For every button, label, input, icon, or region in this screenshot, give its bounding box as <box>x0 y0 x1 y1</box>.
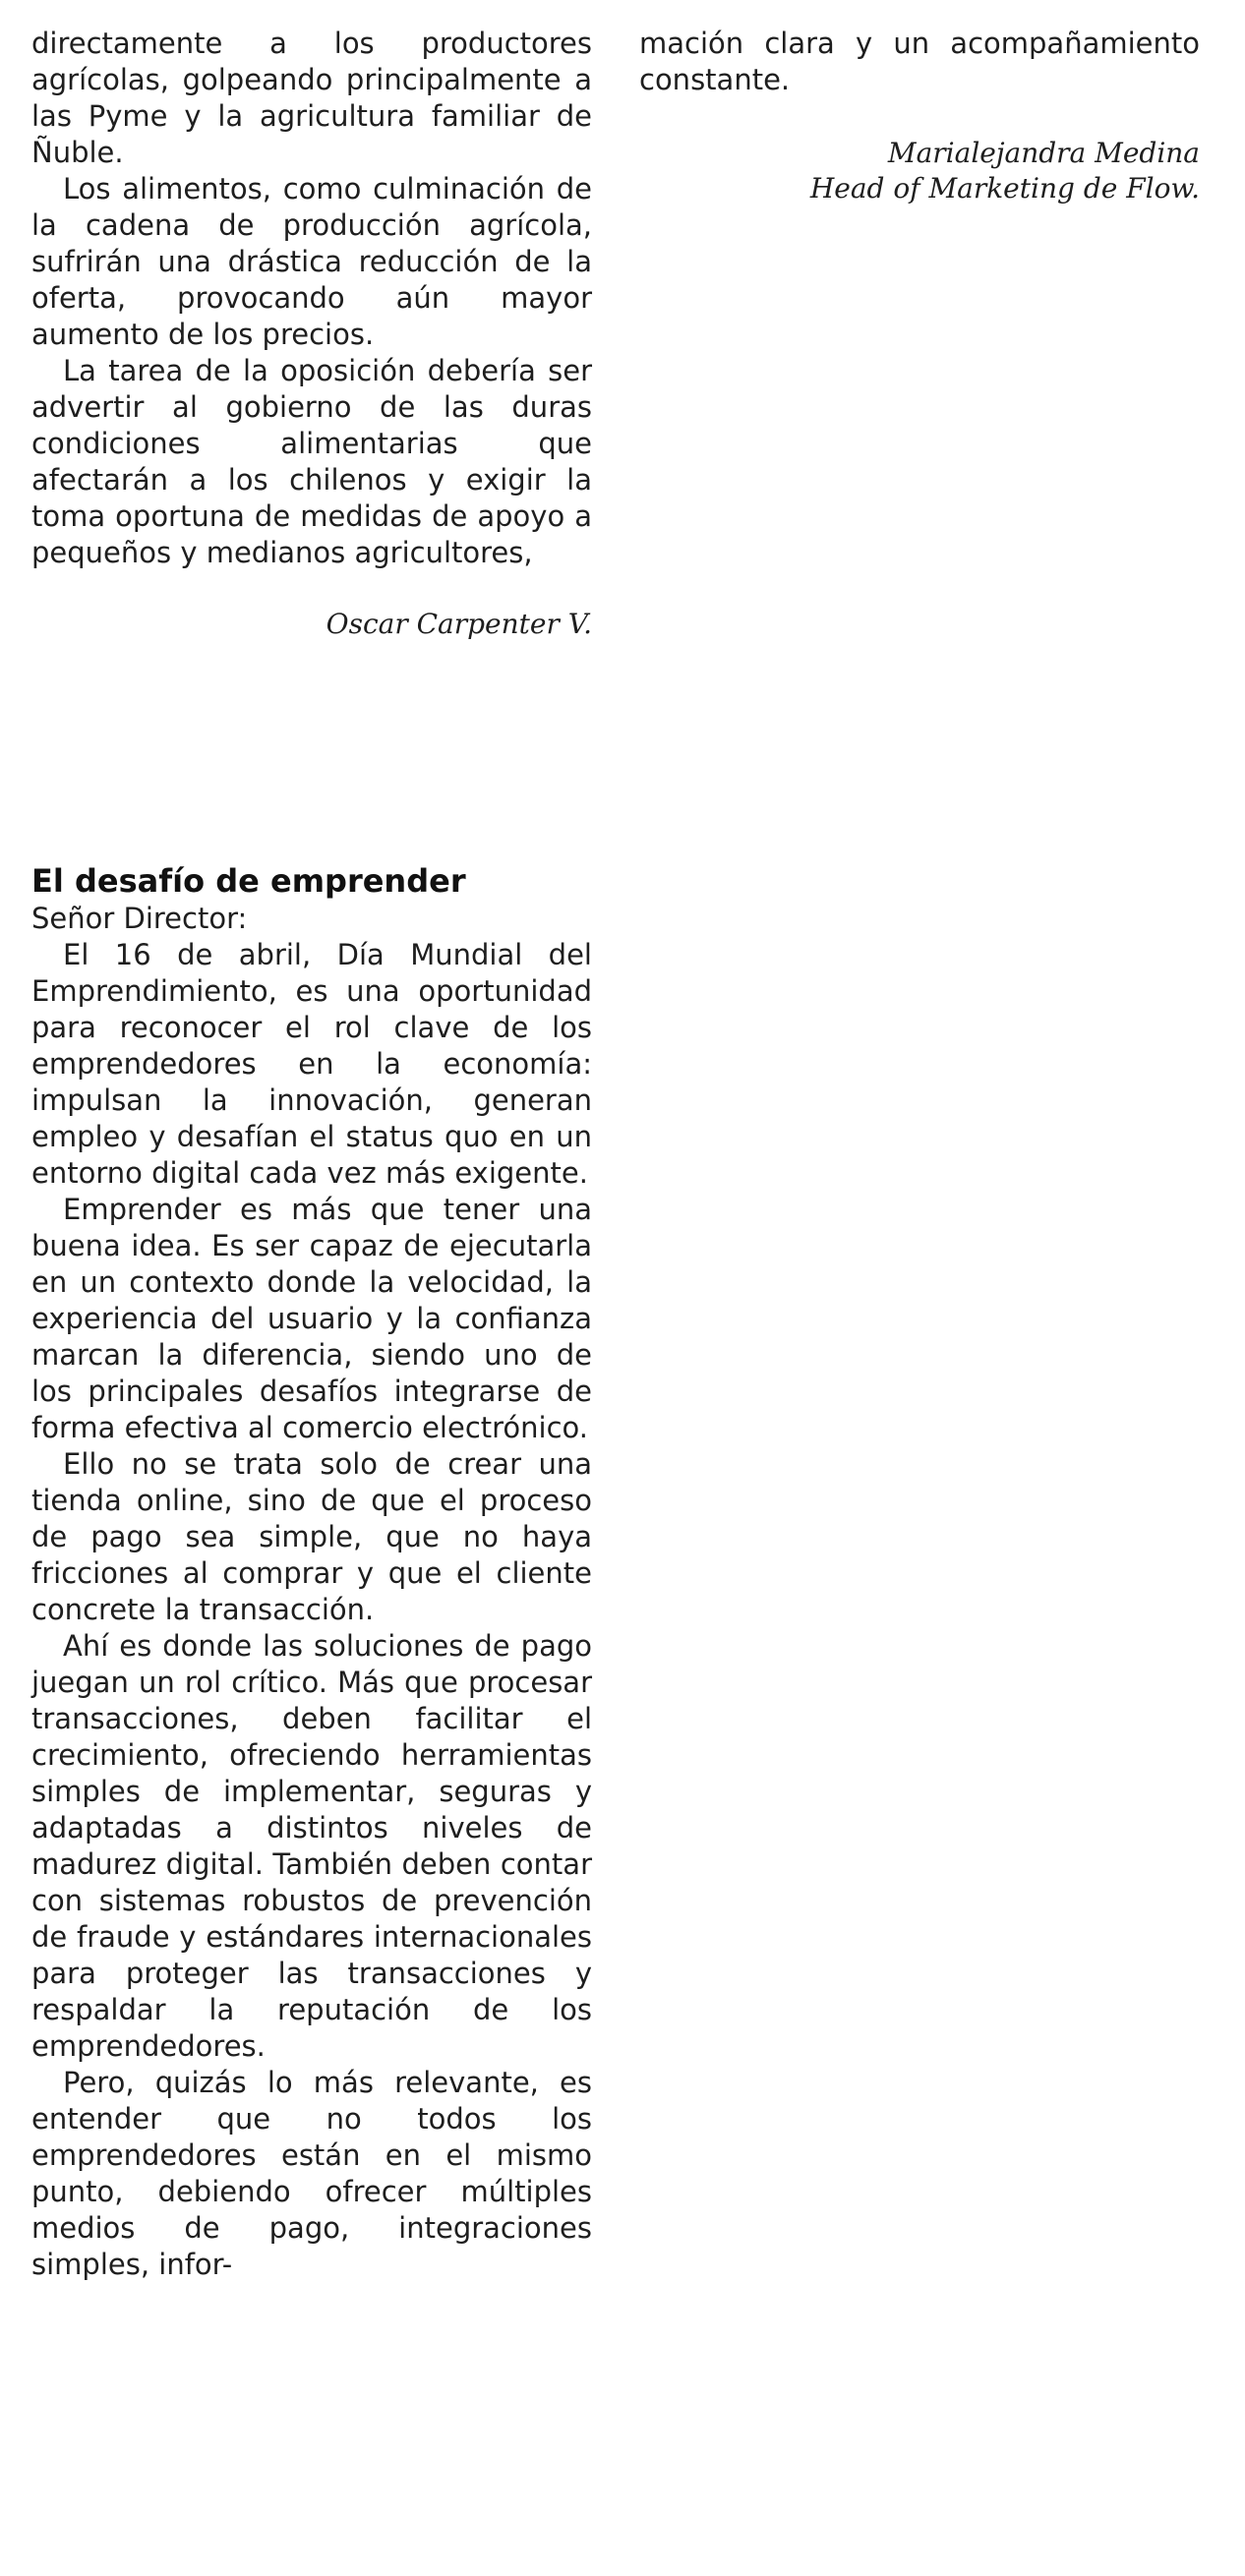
letter-2-salutation: Señor Director: <box>31 902 248 935</box>
letter-2-paragraph: El 16 de abril, Día Mundial del Emprendimiento, es una oportunidad para reconocer el rol clave de los emprendedores en la economía: impulsan la innovación, generan empleo y desafían el status quo en un entorno digital cada vez más exigente. <box>31 938 592 1190</box>
letter-2-paragraph: Emprender es más que tener una buena idea. Es ser capaz de ejecutarla en un contexto donde la velocidad, la experiencia del usuario y la confianza marcan la diferencia, siendo uno de los principales desafíos integrarse de forma efectiva al comercio electrónico. <box>31 1193 592 1444</box>
letter-2-continuation-text: mación clara y un acompañamiento constante. <box>639 27 1200 96</box>
letter-2-headline: El desafío de emprender <box>31 862 466 900</box>
letter-1 <box>31 26 592 642</box>
letter-1-paragraph: La tarea de la oposición debería ser advertir al gobierno de las duras condiciones alimentarias que afectarán a los chilenos y exigir la toma oportuna de medidas de apoyo a pequeños y medianos agricultores, <box>31 354 592 569</box>
letter-2-paragraph: Ello no se trata solo de crear una tienda online, sino de que el proceso de pago sea simple, que no haya fricciones al comprar y que el cliente concrete la transacción. <box>31 1447 592 1626</box>
letter-2 <box>31 861 592 2283</box>
letter-2-paragraph: Ahí es donde las soluciones de pago juegan un rol crítico. Más que procesar transacciones, deben facilitar el crecimiento, ofreciendo herramientas simples de implementar, seguras y adaptadas a distintos niveles de madurez digital. También deben contar con sistemas robustos de prevención de fraude y estándares internacionales para proteger las transacciones y respaldar la reputación de los emprendedores. <box>31 1629 592 2063</box>
letter-1-paragraph: Los alimentos, como culminación de la cadena de producción agrícola, sufrirán una drástica reducción de la oferta, provocando aún mayor aumento de los precios. <box>31 172 592 351</box>
letter-1-signature: Oscar Carpenter V. <box>326 608 592 640</box>
letter-2-paragraph: Pero, quizás lo más relevante, es entender que no todos los emprendedores están en el mismo punto, debiendo ofrecer múltiples medios de pago, integraciones simples, infor- <box>31 2066 592 2281</box>
letter-2-signature-title: Head of Marketing de Flow. <box>809 172 1200 205</box>
letter-2-continuation <box>639 26 1200 206</box>
letter-1-paragraph: directamente a los productores agrícolas, golpeando principalmente a las Pyme y la agricultura familiar de Ñuble. <box>31 27 592 169</box>
letter-2-signature-name: Marialejandra Medina <box>887 137 1200 169</box>
